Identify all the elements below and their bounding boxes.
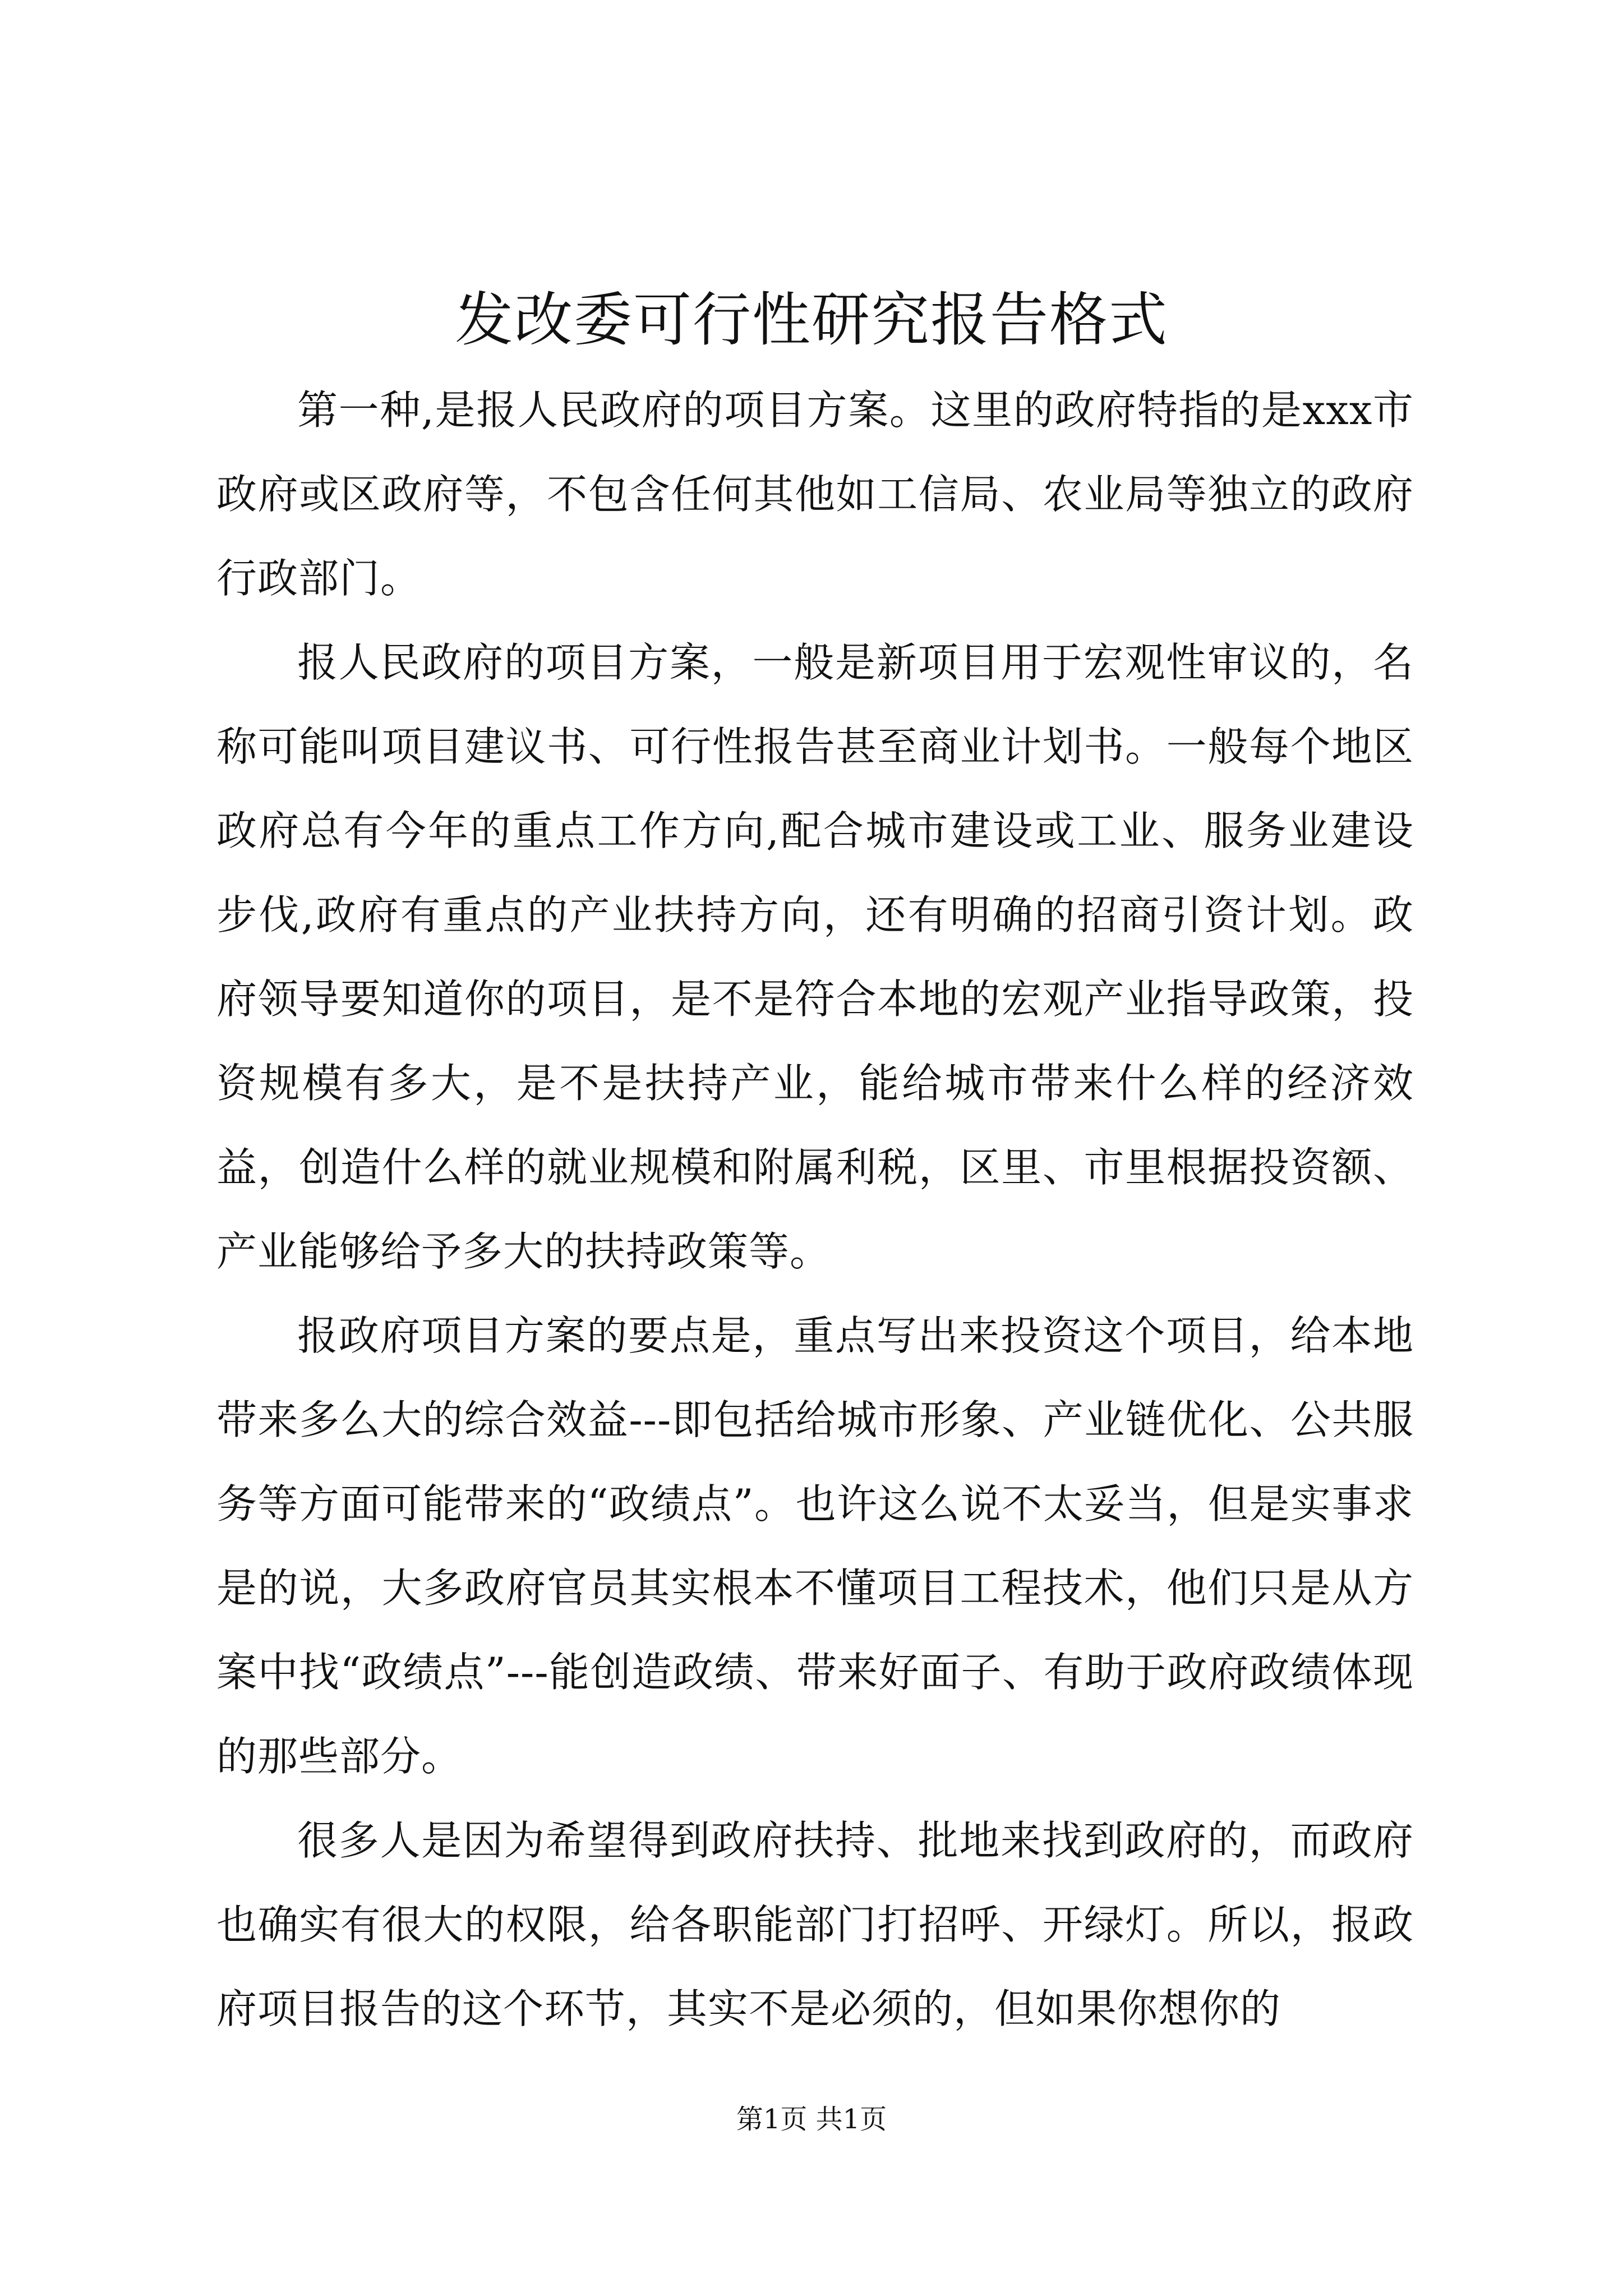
paragraph-4: 很多人是因为希望得到政府扶持、批地来找到政府的，而政府也确实有很大的权限，给各职能部门打招呼、开绿灯。所以，报政府项目报告的这个环节，其实不是必须的，但如果你想你的 (216, 1817, 1414, 2032)
paragraph-3: 报政府项目方案的要点是，重点写出来投资这个项目，给本地带来多么大的综合效益---即包括给城市形象、产业链优化、公共服务等方面可能带来的“政绩点”。也许这么说不太妥当，但是实事求是的说，大多政府官员其实根本不懂项目工程技术，他们只是从方案中找“政绩点”---能创造政绩、带来好面子、有助于政府政绩体现的那些部分。 (216, 1312, 1414, 1780)
paragraph-1: 第一种,是报人民政府的项目方案。这里的政府特指的是xxx市政府或区政府等，不包含任何其他如工信局、农业局等独立的政府行政部门。 (216, 386, 1414, 602)
page-title: 发改委可行性研究报告格式 (454, 286, 1168, 354)
page-footer: 第1页 共1页 (736, 2104, 887, 2135)
document-body (216, 368, 1414, 2051)
paragraph-2: 报人民政府的项目方案，一般是新项目用于宏观性审议的，名称可能叫项目建议书、可行性报告甚至商业计划书。一般每个地区政府总有今年的重点工作方向,配合城市建设或工业、服务业建设步伐,政府有重点的产业扶持方向，还有明确的招商引资计划。政府领导要知道你的项目，是不是符合本地的宏观产业指导政策，投资规模有多大，是不是扶持产业，能给城市带来什么样的经济效益，创造什么样的就业规模和附属利税，区里、市里根据投资额、产业能够给予多大的扶持政策等。 (216, 639, 1414, 1275)
